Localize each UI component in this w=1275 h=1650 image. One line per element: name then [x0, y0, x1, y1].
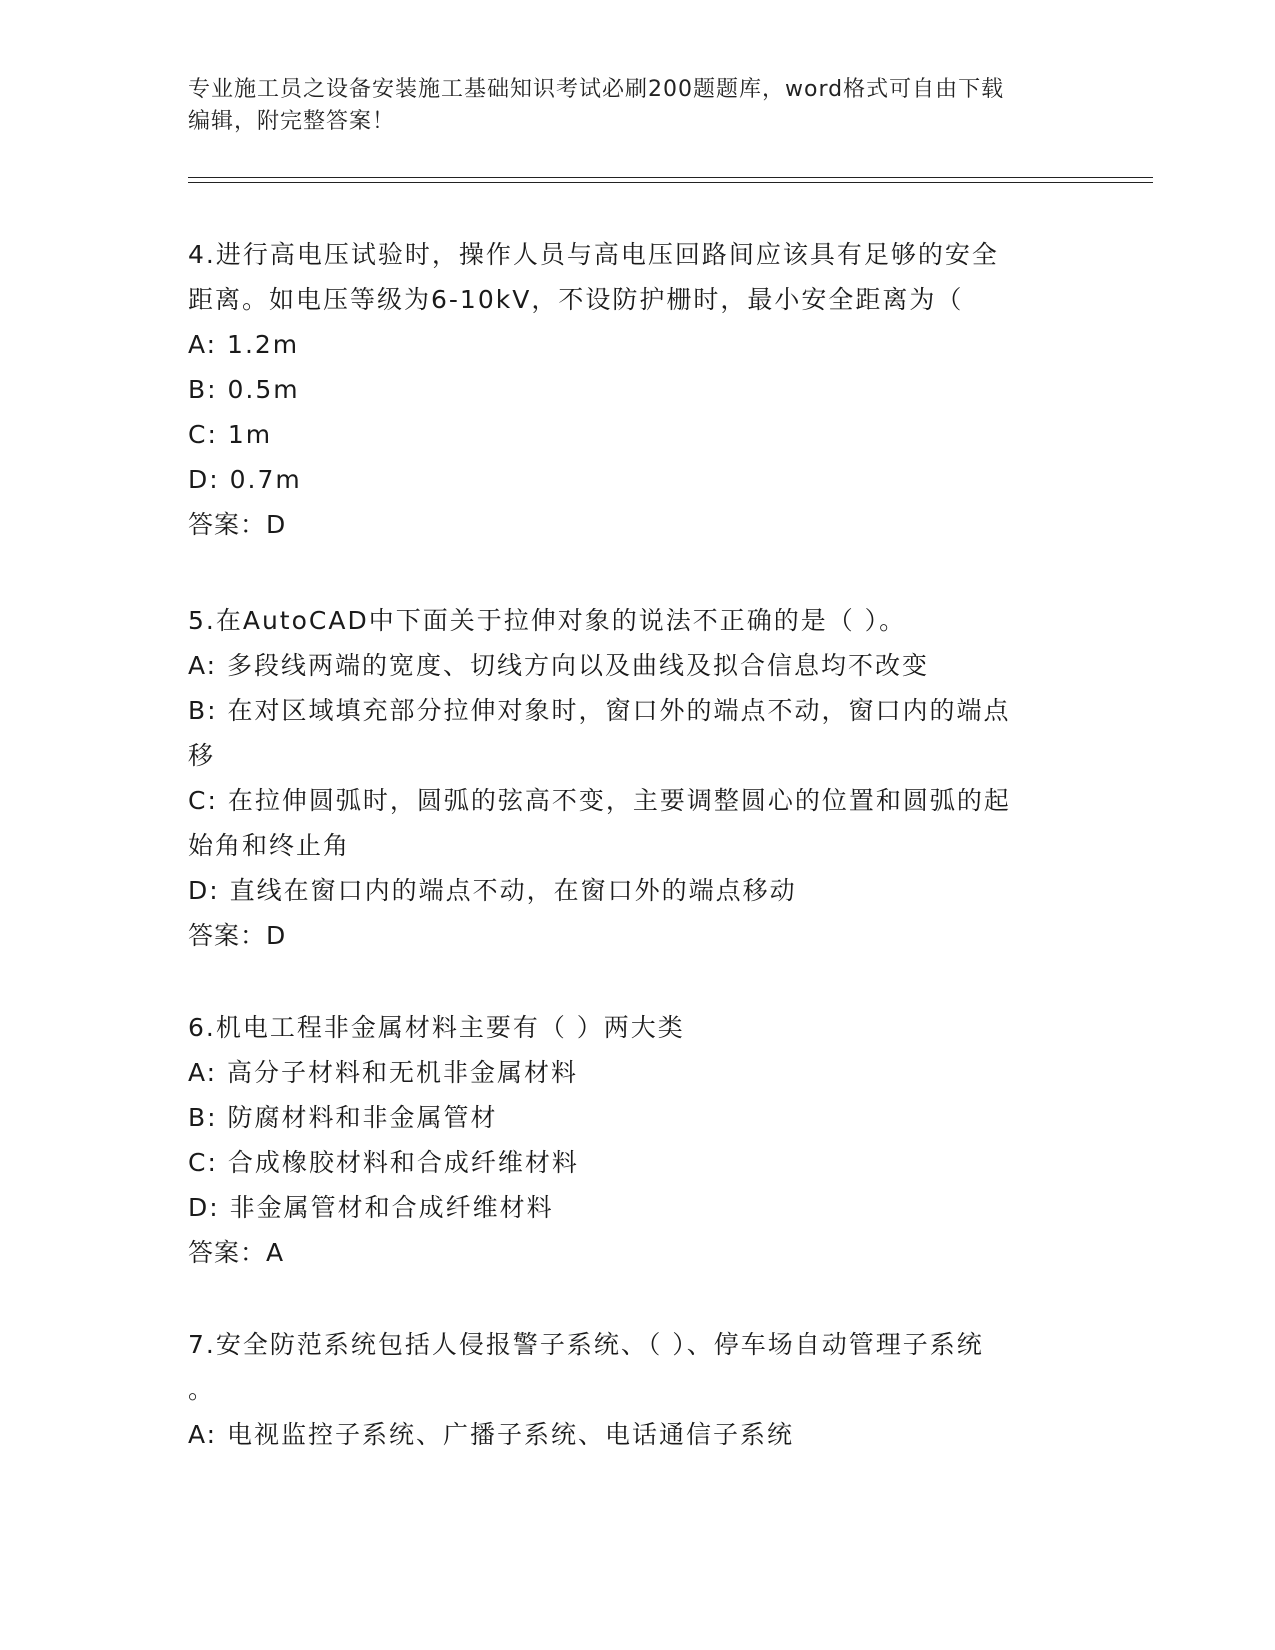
question-text: 7.安全防范系统包括人侵报警子系统、（ ）、停车场自动管理子系统	[188, 1330, 984, 1359]
document-header	[188, 74, 1068, 138]
question-text: 6.机电工程非金属材料主要有（ ）两大类	[188, 1013, 685, 1042]
answer: 答案：D	[188, 510, 287, 539]
question-text: 5.在AutoCAD中下面关于拉伸对象的说法不正确的是（ ）。	[188, 606, 907, 635]
header-divider-top	[188, 177, 1153, 178]
question-4	[188, 232, 1088, 547]
option-d: D: 0.7m	[188, 465, 302, 494]
option-b: B: 防腐材料和非金属管材	[188, 1103, 498, 1132]
option-b: B: 0.5m	[188, 375, 300, 404]
question-6	[188, 1005, 1088, 1275]
option-a: A: 电视监控子系统、广播子系统、电话通信子系统	[188, 1420, 795, 1449]
question-5	[188, 598, 1088, 958]
header-line-1: 专业施工员之设备安装施工基础知识考试必刷200题题库，word格式可自由下载	[188, 77, 1005, 102]
option-b: B: 在对区域填充部分拉伸对象时，窗口外的端点不动，窗口内的端点	[188, 696, 1011, 725]
option-c: C: 1m	[188, 420, 273, 449]
option-a: A: 1.2m	[188, 330, 300, 359]
question-text: 距离。如电压等级为6-10kV，不设防护栅时，最小安全距离为（	[188, 285, 964, 314]
question-text: 。	[188, 1375, 216, 1404]
question-text: 4.进行高电压试验时，操作人员与高电压回路间应该具有足够的安全	[188, 240, 999, 269]
option-a: A: 多段线两端的宽度、切线方向以及曲线及拟合信息均不改变	[188, 651, 930, 680]
option-d: D: 直线在窗口内的端点不动，在窗口外的端点移动	[188, 876, 797, 905]
option-b-continued: 移	[188, 741, 216, 770]
answer: 答案：D	[188, 921, 287, 950]
option-c: C: 在拉伸圆弧时，圆弧的弦高不变，主要调整圆心的位置和圆弧的起	[188, 786, 1011, 815]
option-a: A: 高分子材料和无机非金属材料	[188, 1058, 579, 1087]
answer: 答案：A	[188, 1238, 285, 1267]
option-c-continued: 始角和终止角	[188, 831, 351, 860]
option-d: D: 非金属管材和合成纤维材料	[188, 1193, 554, 1222]
option-c: C: 合成橡胶材料和合成纤维材料	[188, 1148, 579, 1177]
header-divider-bottom	[188, 182, 1153, 183]
header-line-2: 编辑，附完整答案！	[188, 109, 396, 134]
question-7	[188, 1322, 1088, 1457]
